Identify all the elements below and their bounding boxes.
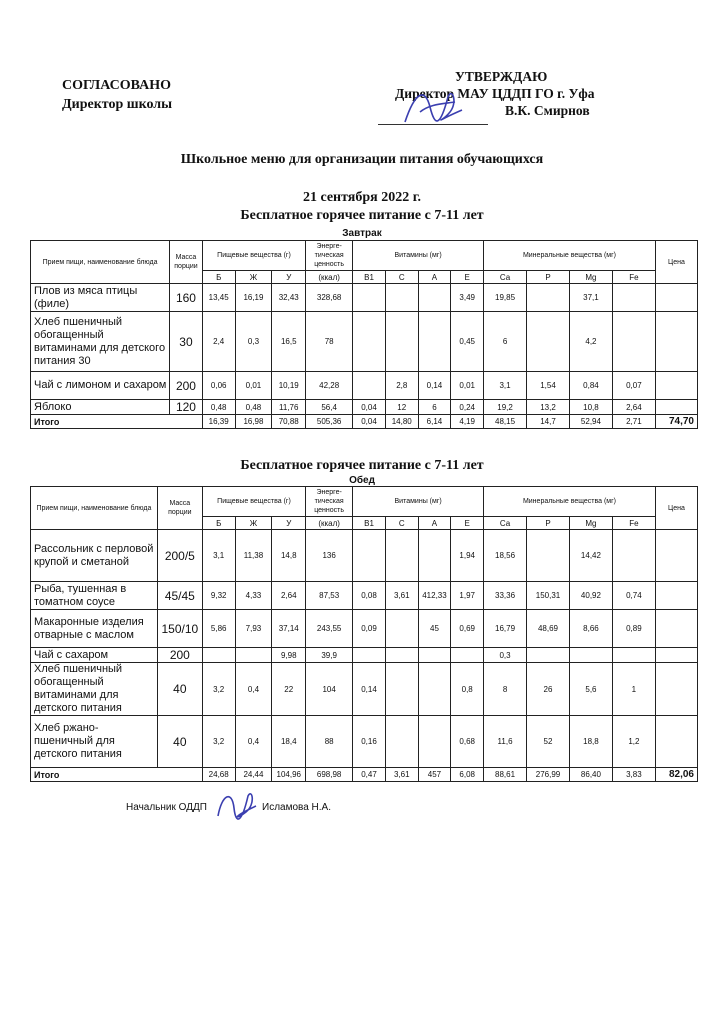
cell-p: 1,54 [527,372,570,400]
cell-b: 3,2 [202,663,235,716]
cell-c: 2,8 [385,372,418,400]
cell-u: 10,19 [272,372,306,400]
cell-zh: 4,33 [235,582,272,610]
cell-ca: 11,6 [484,716,527,768]
cell-kcal: 78 [306,312,353,372]
cell-a [418,530,451,582]
cell-fe: 0,89 [612,610,655,648]
cell-mg: 4,2 [569,312,612,372]
col-kcal: (ккал) [306,271,353,284]
lunch-meal-name: Обед [349,475,375,486]
cell-c [385,312,418,372]
dish-name: Макаронные изделия отварные с маслом [31,610,158,648]
cell-price [655,716,697,768]
cell-fe [612,530,655,582]
dish-name: Хлеб пшеничный обогащенный витаминами для детского питания 30 [31,312,170,372]
cell-kcal: 56,4 [306,400,353,415]
cell-fe: 1,2 [612,716,655,768]
col-price-header: Цена [655,241,697,284]
cell-ca: 33,36 [484,582,527,610]
cell-mg: 5,6 [569,663,612,716]
dish-name: Рыба, тушенная в томатном соусе [31,582,158,610]
total-e: 4,19 [451,415,484,429]
cell-u: 37,14 [272,610,306,648]
cell-p [527,530,570,582]
cell-kcal: 42,28 [306,372,353,400]
dish-mass: 45/45 [157,582,202,610]
cell-zh: 16,19 [235,284,272,312]
dish-name: Чай с сахаром [31,648,158,663]
col-mass-header: Масса порции [157,487,202,530]
col-vitamins-header: Витамины (мг) [353,241,484,271]
approve-position: Директор МАУ ЦДДП ГО г. Уфа [395,86,595,101]
col-zh: Ж [235,271,272,284]
cell-fe: 0,74 [612,582,655,610]
cell-b1: 0,16 [353,716,386,768]
breakfast-table [30,240,698,429]
cell-a [418,648,451,663]
total-e: 6,08 [451,768,484,782]
cell-kcal: 88 [306,716,353,768]
document-date: 21 сентября 2022 г. [302,190,422,205]
cell-a: 0,14 [418,372,451,400]
breakfast-rows [31,284,698,415]
col-minerals-header: Минеральные вещества (мг) [484,241,656,271]
dish-mass: 120 [170,400,203,415]
cell-mg: 14,42 [569,530,612,582]
approval-block [62,76,172,114]
cell-a [418,284,451,312]
cell-u: 22 [272,663,306,716]
approval-position: Директор школы [62,97,173,112]
cell-p [527,312,570,372]
cell-zh: 0,4 [235,716,272,768]
cell-b1: 0,09 [353,610,386,648]
cell-kcal: 243,55 [306,610,353,648]
approve-title: УТВЕРЖДАЮ [455,69,548,84]
cell-mg: 10,8 [569,400,612,415]
table-row [31,648,698,663]
col-fe: Fe [612,271,655,284]
table-row [31,530,698,582]
breakfast-total-row [31,415,698,429]
cell-p: 13,2 [527,400,570,415]
cell-b: 0,06 [202,372,235,400]
cell-price [655,400,697,415]
col-mg: Mg [569,271,612,284]
document-title: Школьное меню для организации питания обучающихся [180,152,544,167]
cell-u: 9,98 [272,648,306,663]
cell-u: 32,43 [272,284,306,312]
footer-name: Исламова Н.А. [262,802,332,813]
col-ca: Ca [484,271,527,284]
dish-name: Рассольник с перловой крупой и сметаной [31,530,158,582]
col-nutrients-header: Пищевые вещества (г) [202,487,305,517]
cell-b1: 0,04 [353,400,386,415]
col-b1: В1 [353,517,386,530]
col-kcal: (ккал) [306,517,353,530]
cell-e: 0,45 [451,312,484,372]
cell-c: 12 [385,400,418,415]
cell-c [385,648,418,663]
cell-c [385,530,418,582]
cell-p [527,284,570,312]
dish-mass: 30 [170,312,203,372]
cell-ca: 18,56 [484,530,527,582]
cell-c: 3,61 [385,582,418,610]
breakfast-subtitle: Бесплатное горячее питание с 7-11 лет [240,208,484,223]
total-kcal: 698,98 [306,768,353,782]
total-p: 276,99 [527,768,570,782]
lunch-rows [31,530,698,768]
cell-e: 0,8 [451,663,484,716]
footer-position: Начальник ОДДП [126,802,207,813]
cell-b1 [353,372,386,400]
cell-zh [235,648,272,663]
col-p: P [527,517,570,530]
col-dish-header: Прием пищи, наименование блюда [31,241,170,284]
total-mg: 86,40 [569,768,612,782]
cell-price [655,663,697,716]
cell-u: 18,4 [272,716,306,768]
cell-c [385,716,418,768]
cell-ca: 19,2 [484,400,527,415]
table-row [31,284,698,312]
col-b1: В1 [353,271,386,284]
cell-p: 52 [527,716,570,768]
total-label: Итого [31,415,203,429]
director-signature-icon [400,82,470,132]
col-u: У [272,517,306,530]
cell-b1: 0,08 [353,582,386,610]
dish-mass: 40 [157,716,202,768]
cell-zh: 0,48 [235,400,272,415]
approve-name: В.К. Смирнов [505,103,590,118]
cell-fe [612,312,655,372]
table-row [31,400,698,415]
approval-title: СОГЛАСОВАНО [62,78,171,93]
dish-name: Хлеб ржано-пшеничный для детского питания [31,716,158,768]
cell-p: 150,31 [527,582,570,610]
dish-mass: 200 [170,372,203,400]
cell-fe: 1 [612,663,655,716]
col-mass-header: Масса порции [170,241,203,284]
total-u: 70,88 [272,415,306,429]
total-kcal: 505,36 [306,415,353,429]
col-b: Б [202,517,235,530]
total-p: 14,7 [527,415,570,429]
cell-b: 9,32 [202,582,235,610]
cell-price [655,582,697,610]
col-u: У [272,271,306,284]
cell-e: 3,49 [451,284,484,312]
col-b: Б [202,271,235,284]
cell-kcal: 328,68 [306,284,353,312]
dish-mass: 160 [170,284,203,312]
col-c: С [385,517,418,530]
table-row [31,663,698,716]
cell-price [655,284,697,312]
cell-kcal: 39,9 [306,648,353,663]
cell-ca: 19,85 [484,284,527,312]
cell-u: 2,64 [272,582,306,610]
total-fe: 3,83 [612,768,655,782]
cell-zh: 7,93 [235,610,272,648]
total-a: 457 [418,768,451,782]
col-a: А [418,271,451,284]
dish-name: Яблоко [31,400,170,415]
col-e: Е [451,517,484,530]
cell-fe [612,284,655,312]
total-c: 14,80 [385,415,418,429]
cell-kcal: 87,53 [306,582,353,610]
col-nutrients-header: Пищевые вещества (г) [202,241,305,271]
col-mg: Mg [569,517,612,530]
breakfast-meal-name: Завтрак [342,228,382,239]
cell-ca: 8 [484,663,527,716]
col-e: Е [451,271,484,284]
total-ca: 88,61 [484,768,527,782]
dish-mass: 200/5 [157,530,202,582]
total-price: 74,70 [655,415,697,429]
cell-price [655,372,697,400]
cell-price [655,610,697,648]
cell-u: 16,5 [272,312,306,372]
cell-p [527,648,570,663]
cell-c [385,284,418,312]
total-u: 104,96 [272,768,306,782]
cell-mg: 18,8 [569,716,612,768]
col-fe: Fe [612,517,655,530]
cell-ca: 3,1 [484,372,527,400]
cell-price [655,530,697,582]
footer-signature-icon [212,786,260,826]
cell-fe [612,648,655,663]
cell-b1 [353,530,386,582]
total-b1: 0,47 [353,768,386,782]
dish-mass: 150/10 [157,610,202,648]
cell-mg [569,648,612,663]
col-minerals-header: Минеральные вещества (мг) [484,487,656,517]
cell-fe: 0,07 [612,372,655,400]
cell-p: 26 [527,663,570,716]
dish-name: Плов из мяса птицы (филе) [31,284,170,312]
cell-b1: 0,14 [353,663,386,716]
cell-b: 3,2 [202,716,235,768]
cell-c [385,610,418,648]
cell-e: 0,69 [451,610,484,648]
total-zh: 24,44 [235,768,272,782]
total-a: 6,14 [418,415,451,429]
col-c: С [385,271,418,284]
dish-name: Хлеб пшеничный обогащенный витаминами для детского питания [31,663,158,716]
table-row [31,312,698,372]
cell-b: 13,45 [202,284,235,312]
lunch-total-row [31,768,698,782]
cell-b: 3,1 [202,530,235,582]
total-fe: 2,71 [612,415,655,429]
cell-a [418,312,451,372]
total-ca: 48,15 [484,415,527,429]
cell-mg: 0,84 [569,372,612,400]
total-b: 24,68 [202,768,235,782]
total-label: Итого [31,768,203,782]
table-row [31,610,698,648]
cell-b: 2,4 [202,312,235,372]
cell-b1 [353,312,386,372]
table-row [31,582,698,610]
table-row [31,372,698,400]
cell-kcal: 136 [306,530,353,582]
cell-a: 6 [418,400,451,415]
dish-mass: 40 [157,663,202,716]
cell-b1 [353,284,386,312]
cell-c [385,663,418,716]
cell-e [451,648,484,663]
cell-zh: 0,4 [235,663,272,716]
cell-zh: 0,3 [235,312,272,372]
col-energy-header: Энерге-тическая ценность [306,241,353,271]
col-vitamins-header: Витамины (мг) [353,487,484,517]
total-c: 3,61 [385,768,418,782]
col-zh: Ж [235,517,272,530]
cell-b: 5,86 [202,610,235,648]
col-a: А [418,517,451,530]
col-ca: Ca [484,517,527,530]
cell-a [418,716,451,768]
total-price: 82,06 [655,768,697,782]
cell-u: 14,8 [272,530,306,582]
cell-p: 48,69 [527,610,570,648]
col-p: P [527,271,570,284]
dish-mass: 200 [157,648,202,663]
cell-b [202,648,235,663]
cell-kcal: 104 [306,663,353,716]
cell-e: 0,68 [451,716,484,768]
cell-a: 412,33 [418,582,451,610]
cell-price [655,648,697,663]
cell-ca: 16,79 [484,610,527,648]
cell-b: 0,48 [202,400,235,415]
cell-mg: 37,1 [569,284,612,312]
cell-b1 [353,648,386,663]
cell-zh: 0,01 [235,372,272,400]
cell-e: 1,94 [451,530,484,582]
lunch-subtitle: Бесплатное горячее питание с 7-11 лет [240,458,484,473]
total-mg: 52,94 [569,415,612,429]
cell-fe: 2,64 [612,400,655,415]
cell-u: 11,76 [272,400,306,415]
lunch-table [30,486,698,782]
dish-name: Чай с лимоном и сахаром [31,372,170,400]
col-dish-header: Прием пищи, наименование блюда [31,487,158,530]
cell-ca: 0,3 [484,648,527,663]
total-b: 16,39 [202,415,235,429]
col-price-header: Цена [655,487,697,530]
total-zh: 16,98 [235,415,272,429]
cell-a [418,663,451,716]
table-row [31,716,698,768]
cell-ca: 6 [484,312,527,372]
cell-mg: 40,92 [569,582,612,610]
cell-e: 0,01 [451,372,484,400]
cell-mg: 8,66 [569,610,612,648]
cell-e: 0,24 [451,400,484,415]
cell-e: 1,97 [451,582,484,610]
cell-price [655,312,697,372]
total-b1: 0,04 [353,415,386,429]
cell-a: 45 [418,610,451,648]
cell-zh: 11,38 [235,530,272,582]
col-energy-header: Энерге-тическая ценность [306,487,353,517]
